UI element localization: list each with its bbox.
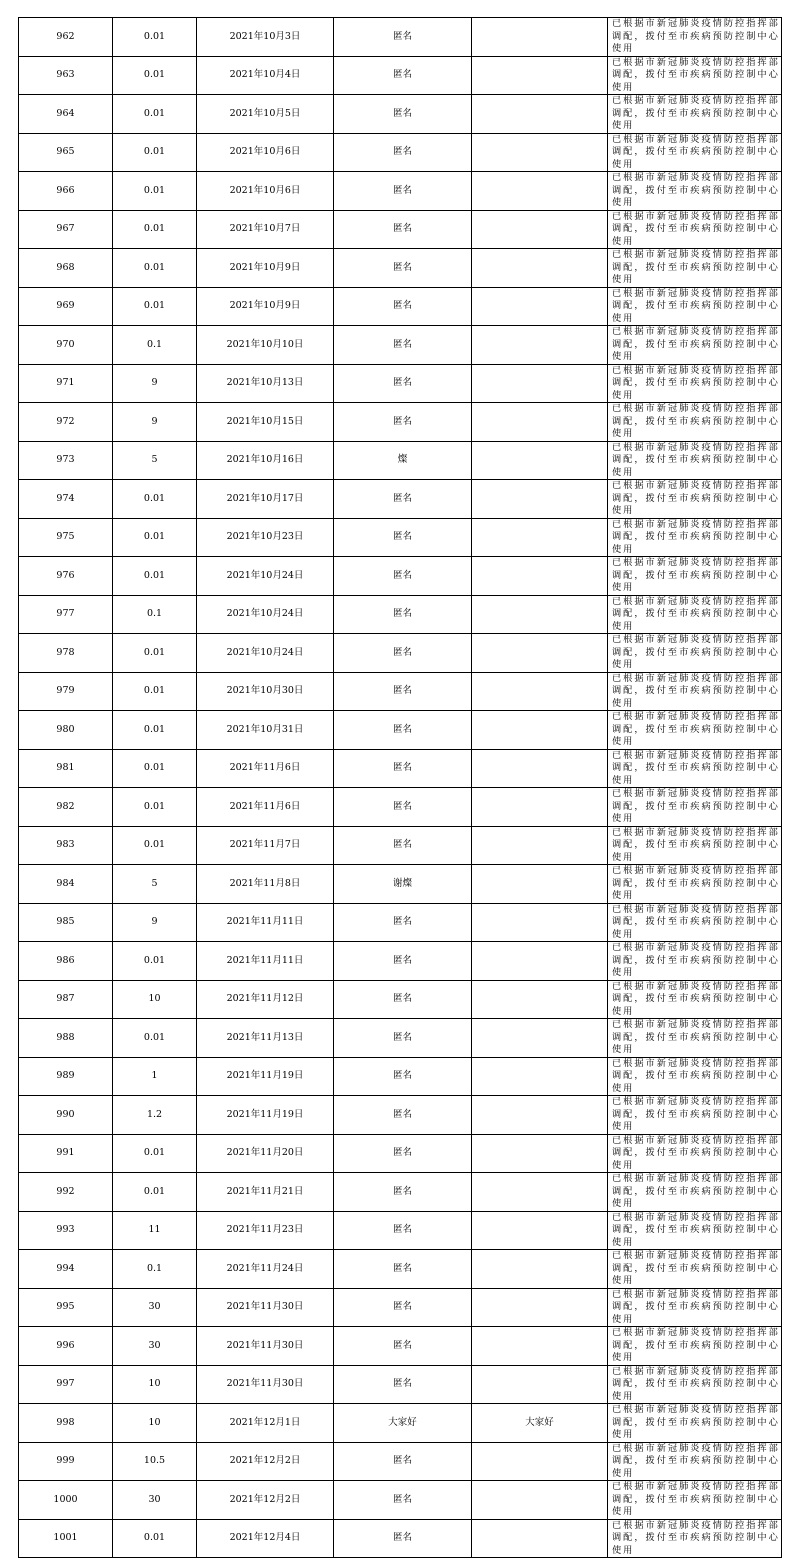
row-number-cell: 988 — [19, 1019, 113, 1058]
amount-cell: 30 — [113, 1327, 197, 1366]
remark-cell — [472, 518, 608, 557]
allocation-note-cell: 已根据市新冠肺炎疫情防控指挥部调配，拨付至市疾病预防控制中心使用 — [608, 942, 782, 981]
remark-cell — [472, 172, 608, 211]
donation-date-cell: 2021年12月2日 — [197, 1481, 334, 1520]
donation-date-cell: 2021年10月17日 — [197, 480, 334, 519]
donor-name-cell: 匿名 — [334, 634, 472, 673]
row-number-cell: 977 — [19, 595, 113, 634]
amount-cell: 0.1 — [113, 326, 197, 365]
allocation-note-cell: 已根据市新冠肺炎疫情防控指挥部调配，拨付至市疾病预防控制中心使用 — [608, 18, 782, 57]
donor-name-cell: 匿名 — [334, 518, 472, 557]
allocation-note-cell: 已根据市新冠肺炎疫情防控指挥部调配，拨付至市疾病预防控制中心使用 — [608, 1365, 782, 1404]
donor-name-cell: 匿名 — [334, 1481, 472, 1520]
table-row — [19, 364, 782, 403]
donor-name-cell: 匿名 — [334, 1057, 472, 1096]
donation-date-cell: 2021年10月3日 — [197, 18, 334, 57]
row-number-cell: 990 — [19, 1096, 113, 1135]
remark-cell — [472, 210, 608, 249]
donor-name-cell: 匿名 — [334, 133, 472, 172]
table-row — [19, 518, 782, 557]
row-number-cell: 964 — [19, 95, 113, 134]
allocation-note-cell: 已根据市新冠肺炎疫情防控指挥部调配，拨付至市疾病预防控制中心使用 — [608, 95, 782, 134]
donor-name-cell: 匿名 — [334, 1365, 472, 1404]
remark-cell — [472, 1134, 608, 1173]
allocation-note-cell: 已根据市新冠肺炎疫情防控指挥部调配，拨付至市疾病预防控制中心使用 — [608, 1327, 782, 1366]
table-row — [19, 1173, 782, 1212]
table-row — [19, 1519, 782, 1558]
amount-cell: 0.01 — [113, 249, 197, 288]
donation-date-cell: 2021年11月8日 — [197, 865, 334, 904]
allocation-note-cell: 已根据市新冠肺炎疫情防控指挥部调配，拨付至市疾病预防控制中心使用 — [608, 1173, 782, 1212]
row-number-cell: 967 — [19, 210, 113, 249]
donor-name-cell: 匿名 — [334, 480, 472, 519]
donor-name-cell: 匿名 — [334, 1019, 472, 1058]
table-row — [19, 1019, 782, 1058]
row-number-cell: 978 — [19, 634, 113, 673]
donation-date-cell: 2021年11月19日 — [197, 1057, 334, 1096]
allocation-note-cell: 已根据市新冠肺炎疫情防控指挥部调配，拨付至市疾病预防控制中心使用 — [608, 826, 782, 865]
allocation-note-cell: 已根据市新冠肺炎疫情防控指挥部调配，拨付至市疾病预防控制中心使用 — [608, 903, 782, 942]
donation-date-cell: 2021年11月11日 — [197, 903, 334, 942]
amount-cell: 9 — [113, 364, 197, 403]
table-row — [19, 1288, 782, 1327]
donor-name-cell: 匿名 — [334, 903, 472, 942]
table-row — [19, 557, 782, 596]
remark-cell — [472, 1057, 608, 1096]
donor-name-cell: 谢燦 — [334, 865, 472, 904]
donation-list-page — [18, 17, 781, 1558]
donor-name-cell: 匿名 — [334, 980, 472, 1019]
donor-name-cell: 匿名 — [334, 403, 472, 442]
donation-date-cell: 2021年10月30日 — [197, 672, 334, 711]
allocation-note-cell: 已根据市新冠肺炎疫情防控指挥部调配，拨付至市疾病预防控制中心使用 — [608, 788, 782, 827]
donation-date-cell: 2021年11月7日 — [197, 826, 334, 865]
remark-cell — [472, 1019, 608, 1058]
remark-cell — [472, 1365, 608, 1404]
row-number-cell: 995 — [19, 1288, 113, 1327]
allocation-note-cell: 已根据市新冠肺炎疫情防控指挥部调配，拨付至市疾病预防控制中心使用 — [608, 1019, 782, 1058]
remark-cell — [472, 749, 608, 788]
row-number-cell: 984 — [19, 865, 113, 904]
remark-cell — [472, 980, 608, 1019]
row-number-cell: 973 — [19, 441, 113, 480]
remark-cell: 大家好 — [472, 1404, 608, 1443]
allocation-note-cell: 已根据市新冠肺炎疫情防控指挥部调配，拨付至市疾病预防控制中心使用 — [608, 749, 782, 788]
table-row — [19, 865, 782, 904]
row-number-cell: 993 — [19, 1211, 113, 1250]
remark-cell — [472, 1096, 608, 1135]
allocation-note-cell: 已根据市新冠肺炎疫情防控指挥部调配，拨付至市疾病预防控制中心使用 — [608, 480, 782, 519]
remark-cell — [472, 942, 608, 981]
allocation-note-cell: 已根据市新冠肺炎疫情防控指挥部调配，拨付至市疾病预防控制中心使用 — [608, 634, 782, 673]
allocation-note-cell: 已根据市新冠肺炎疫情防控指挥部调配，拨付至市疾病预防控制中心使用 — [608, 1134, 782, 1173]
donor-name-cell: 匿名 — [334, 672, 472, 711]
donation-date-cell: 2021年10月7日 — [197, 210, 334, 249]
remark-cell — [472, 403, 608, 442]
donation-date-cell: 2021年11月24日 — [197, 1250, 334, 1289]
row-number-cell: 998 — [19, 1404, 113, 1443]
donation-date-cell: 2021年11月6日 — [197, 788, 334, 827]
amount-cell: 1 — [113, 1057, 197, 1096]
remark-cell — [472, 95, 608, 134]
table-row — [19, 172, 782, 211]
table-row — [19, 18, 782, 57]
table-row — [19, 942, 782, 981]
table-row — [19, 287, 782, 326]
allocation-note-cell: 已根据市新冠肺炎疫情防控指挥部调配，拨付至市疾病预防控制中心使用 — [608, 980, 782, 1019]
donor-name-cell: 匿名 — [334, 1288, 472, 1327]
row-number-cell: 976 — [19, 557, 113, 596]
amount-cell: 0.01 — [113, 133, 197, 172]
remark-cell — [472, 287, 608, 326]
amount-cell: 0.01 — [113, 826, 197, 865]
donor-name-cell: 匿名 — [334, 1173, 472, 1212]
amount-cell: 0.1 — [113, 595, 197, 634]
donor-name-cell: 匿名 — [334, 326, 472, 365]
table-row — [19, 441, 782, 480]
allocation-note-cell: 已根据市新冠肺炎疫情防控指挥部调配，拨付至市疾病预防控制中心使用 — [608, 441, 782, 480]
amount-cell: 30 — [113, 1481, 197, 1520]
donation-date-cell: 2021年10月16日 — [197, 441, 334, 480]
table-row — [19, 210, 782, 249]
row-number-cell: 969 — [19, 287, 113, 326]
amount-cell: 9 — [113, 903, 197, 942]
remark-cell — [472, 1173, 608, 1212]
row-number-cell: 963 — [19, 56, 113, 95]
donor-name-cell: 匿名 — [334, 56, 472, 95]
remark-cell — [472, 826, 608, 865]
amount-cell: 0.01 — [113, 634, 197, 673]
table-row — [19, 1250, 782, 1289]
row-number-cell: 996 — [19, 1327, 113, 1366]
remark-cell — [472, 480, 608, 519]
amount-cell: 0.01 — [113, 480, 197, 519]
donor-name-cell: 匿名 — [334, 1327, 472, 1366]
allocation-note-cell: 已根据市新冠肺炎疫情防控指挥部调配，拨付至市疾病预防控制中心使用 — [608, 326, 782, 365]
donor-name-cell: 匿名 — [334, 95, 472, 134]
donor-name-cell: 匿名 — [334, 595, 472, 634]
allocation-note-cell: 已根据市新冠肺炎疫情防控指挥部调配，拨付至市疾病预防控制中心使用 — [608, 172, 782, 211]
row-number-cell: 975 — [19, 518, 113, 557]
allocation-note-cell: 已根据市新冠肺炎疫情防控指挥部调配，拨付至市疾病预防控制中心使用 — [608, 56, 782, 95]
donation-date-cell: 2021年10月6日 — [197, 133, 334, 172]
table-row — [19, 95, 782, 134]
allocation-note-cell: 已根据市新冠肺炎疫情防控指挥部调配，拨付至市疾病预防控制中心使用 — [608, 1250, 782, 1289]
remark-cell — [472, 1211, 608, 1250]
table-row — [19, 1096, 782, 1135]
donation-date-cell: 2021年12月2日 — [197, 1442, 334, 1481]
table-row — [19, 1404, 782, 1443]
remark-cell — [472, 56, 608, 95]
row-number-cell: 965 — [19, 133, 113, 172]
donor-name-cell: 匿名 — [334, 249, 472, 288]
table-row — [19, 1134, 782, 1173]
donor-name-cell: 匿名 — [334, 1519, 472, 1558]
allocation-note-cell: 已根据市新冠肺炎疫情防控指挥部调配，拨付至市疾病预防控制中心使用 — [608, 672, 782, 711]
row-number-cell: 981 — [19, 749, 113, 788]
remark-cell — [472, 1481, 608, 1520]
amount-cell: 0.1 — [113, 1250, 197, 1289]
donation-date-cell: 2021年12月4日 — [197, 1519, 334, 1558]
amount-cell: 11 — [113, 1211, 197, 1250]
amount-cell: 10 — [113, 980, 197, 1019]
allocation-note-cell: 已根据市新冠肺炎疫情防控指挥部调配，拨付至市疾病预防控制中心使用 — [608, 865, 782, 904]
allocation-note-cell: 已根据市新冠肺炎疫情防控指挥部调配，拨付至市疾病预防控制中心使用 — [608, 403, 782, 442]
table-row — [19, 1057, 782, 1096]
remark-cell — [472, 865, 608, 904]
amount-cell: 0.01 — [113, 711, 197, 750]
table-row — [19, 480, 782, 519]
amount-cell: 9 — [113, 403, 197, 442]
table-row — [19, 1211, 782, 1250]
table-row — [19, 1327, 782, 1366]
donation-date-cell: 2021年12月1日 — [197, 1404, 334, 1443]
table-row — [19, 826, 782, 865]
amount-cell: 0.01 — [113, 210, 197, 249]
remark-cell — [472, 903, 608, 942]
allocation-note-cell: 已根据市新冠肺炎疫情防控指挥部调配，拨付至市疾病预防控制中心使用 — [608, 249, 782, 288]
allocation-note-cell: 已根据市新冠肺炎疫情防控指挥部调配，拨付至市疾病预防控制中心使用 — [608, 1404, 782, 1443]
donation-date-cell: 2021年10月15日 — [197, 403, 334, 442]
donation-table — [18, 17, 782, 1558]
donation-table-body — [19, 18, 782, 1558]
donation-date-cell: 2021年11月23日 — [197, 1211, 334, 1250]
donation-date-cell: 2021年10月31日 — [197, 711, 334, 750]
donor-name-cell: 匿名 — [334, 711, 472, 750]
donation-date-cell: 2021年10月5日 — [197, 95, 334, 134]
row-number-cell: 1001 — [19, 1519, 113, 1558]
table-row — [19, 403, 782, 442]
donation-date-cell: 2021年10月10日 — [197, 326, 334, 365]
donor-name-cell: 匿名 — [334, 942, 472, 981]
donor-name-cell: 匿名 — [334, 1442, 472, 1481]
allocation-note-cell: 已根据市新冠肺炎疫情防控指挥部调配，拨付至市疾病预防控制中心使用 — [608, 1442, 782, 1481]
donor-name-cell: 燦 — [334, 441, 472, 480]
allocation-note-cell: 已根据市新冠肺炎疫情防控指挥部调配，拨付至市疾病预防控制中心使用 — [608, 711, 782, 750]
allocation-note-cell: 已根据市新冠肺炎疫情防控指挥部调配，拨付至市疾病预防控制中心使用 — [608, 1096, 782, 1135]
donation-date-cell: 2021年11月30日 — [197, 1288, 334, 1327]
donation-date-cell: 2021年10月23日 — [197, 518, 334, 557]
donation-date-cell: 2021年11月19日 — [197, 1096, 334, 1135]
donor-name-cell: 匿名 — [334, 172, 472, 211]
donation-date-cell: 2021年11月20日 — [197, 1134, 334, 1173]
amount-cell: 10.5 — [113, 1442, 197, 1481]
donor-name-cell: 匿名 — [334, 210, 472, 249]
row-number-cell: 991 — [19, 1134, 113, 1173]
row-number-cell: 983 — [19, 826, 113, 865]
row-number-cell: 986 — [19, 942, 113, 981]
donor-name-cell: 匿名 — [334, 1096, 472, 1135]
donor-name-cell: 匿名 — [334, 749, 472, 788]
table-row — [19, 249, 782, 288]
allocation-note-cell: 已根据市新冠肺炎疫情防控指挥部调配，拨付至市疾病预防控制中心使用 — [608, 1211, 782, 1250]
donor-name-cell: 匿名 — [334, 18, 472, 57]
amount-cell: 0.01 — [113, 1173, 197, 1212]
amount-cell: 0.01 — [113, 942, 197, 981]
allocation-note-cell: 已根据市新冠肺炎疫情防控指挥部调配，拨付至市疾病预防控制中心使用 — [608, 364, 782, 403]
table-row — [19, 903, 782, 942]
allocation-note-cell: 已根据市新冠肺炎疫情防控指挥部调配，拨付至市疾病预防控制中心使用 — [608, 1288, 782, 1327]
donation-date-cell: 2021年11月13日 — [197, 1019, 334, 1058]
table-row — [19, 1481, 782, 1520]
remark-cell — [472, 672, 608, 711]
remark-cell — [472, 364, 608, 403]
row-number-cell: 974 — [19, 480, 113, 519]
amount-cell: 0.01 — [113, 172, 197, 211]
donation-date-cell: 2021年10月13日 — [197, 364, 334, 403]
table-row — [19, 595, 782, 634]
amount-cell: 5 — [113, 441, 197, 480]
allocation-note-cell: 已根据市新冠肺炎疫情防控指挥部调配，拨付至市疾病预防控制中心使用 — [608, 210, 782, 249]
amount-cell: 0.01 — [113, 518, 197, 557]
amount-cell: 0.01 — [113, 18, 197, 57]
table-row — [19, 749, 782, 788]
row-number-cell: 985 — [19, 903, 113, 942]
amount-cell: 0.01 — [113, 287, 197, 326]
allocation-note-cell: 已根据市新冠肺炎疫情防控指挥部调配，拨付至市疾病预防控制中心使用 — [608, 1057, 782, 1096]
allocation-note-cell: 已根据市新冠肺炎疫情防控指挥部调配，拨付至市疾病预防控制中心使用 — [608, 287, 782, 326]
row-number-cell: 980 — [19, 711, 113, 750]
remark-cell — [472, 1442, 608, 1481]
amount-cell: 0.01 — [113, 788, 197, 827]
allocation-note-cell: 已根据市新冠肺炎疫情防控指挥部调配，拨付至市疾病预防控制中心使用 — [608, 1481, 782, 1520]
remark-cell — [472, 557, 608, 596]
row-number-cell: 997 — [19, 1365, 113, 1404]
amount-cell: 30 — [113, 1288, 197, 1327]
amount-cell: 0.01 — [113, 56, 197, 95]
remark-cell — [472, 595, 608, 634]
donation-date-cell: 2021年11月6日 — [197, 749, 334, 788]
amount-cell: 0.01 — [113, 1019, 197, 1058]
remark-cell — [472, 1250, 608, 1289]
row-number-cell: 994 — [19, 1250, 113, 1289]
table-row — [19, 133, 782, 172]
table-row — [19, 672, 782, 711]
remark-cell — [472, 1519, 608, 1558]
donation-date-cell: 2021年10月9日 — [197, 287, 334, 326]
donation-date-cell: 2021年11月21日 — [197, 1173, 334, 1212]
donor-name-cell: 匿名 — [334, 1250, 472, 1289]
remark-cell — [472, 249, 608, 288]
donor-name-cell: 匿名 — [334, 826, 472, 865]
remark-cell — [472, 18, 608, 57]
allocation-note-cell: 已根据市新冠肺炎疫情防控指挥部调配，拨付至市疾病预防控制中心使用 — [608, 133, 782, 172]
donation-date-cell: 2021年11月30日 — [197, 1327, 334, 1366]
donor-name-cell: 匿名 — [334, 287, 472, 326]
row-number-cell: 999 — [19, 1442, 113, 1481]
amount-cell: 5 — [113, 865, 197, 904]
table-row — [19, 1442, 782, 1481]
remark-cell — [472, 1288, 608, 1327]
table-row — [19, 1365, 782, 1404]
donation-date-cell: 2021年10月9日 — [197, 249, 334, 288]
table-row — [19, 634, 782, 673]
table-row — [19, 980, 782, 1019]
remark-cell — [472, 711, 608, 750]
amount-cell: 0.01 — [113, 749, 197, 788]
row-number-cell: 987 — [19, 980, 113, 1019]
donation-date-cell: 2021年10月24日 — [197, 595, 334, 634]
amount-cell: 10 — [113, 1365, 197, 1404]
donor-name-cell: 匿名 — [334, 788, 472, 827]
row-number-cell: 970 — [19, 326, 113, 365]
remark-cell — [472, 441, 608, 480]
allocation-note-cell: 已根据市新冠肺炎疫情防控指挥部调配，拨付至市疾病预防控制中心使用 — [608, 518, 782, 557]
donor-name-cell: 匿名 — [334, 557, 472, 596]
donation-date-cell: 2021年10月6日 — [197, 172, 334, 211]
amount-cell: 0.01 — [113, 557, 197, 596]
amount-cell: 0.01 — [113, 95, 197, 134]
table-row — [19, 56, 782, 95]
allocation-note-cell: 已根据市新冠肺炎疫情防控指挥部调配，拨付至市疾病预防控制中心使用 — [608, 1519, 782, 1558]
row-number-cell: 1000 — [19, 1481, 113, 1520]
table-row — [19, 788, 782, 827]
allocation-note-cell: 已根据市新冠肺炎疫情防控指挥部调配，拨付至市疾病预防控制中心使用 — [608, 595, 782, 634]
donor-name-cell: 匿名 — [334, 1211, 472, 1250]
row-number-cell: 966 — [19, 172, 113, 211]
amount-cell: 10 — [113, 1404, 197, 1443]
donation-date-cell: 2021年10月4日 — [197, 56, 334, 95]
amount-cell: 0.01 — [113, 1134, 197, 1173]
allocation-note-cell: 已根据市新冠肺炎疫情防控指挥部调配，拨付至市疾病预防控制中心使用 — [608, 557, 782, 596]
amount-cell: 1.2 — [113, 1096, 197, 1135]
remark-cell — [472, 788, 608, 827]
remark-cell — [472, 634, 608, 673]
donor-name-cell: 匿名 — [334, 364, 472, 403]
remark-cell — [472, 326, 608, 365]
row-number-cell: 979 — [19, 672, 113, 711]
donation-date-cell: 2021年11月12日 — [197, 980, 334, 1019]
donor-name-cell: 大家好 — [334, 1404, 472, 1443]
row-number-cell: 982 — [19, 788, 113, 827]
row-number-cell: 962 — [19, 18, 113, 57]
row-number-cell: 989 — [19, 1057, 113, 1096]
row-number-cell: 992 — [19, 1173, 113, 1212]
donor-name-cell: 匿名 — [334, 1134, 472, 1173]
amount-cell: 0.01 — [113, 672, 197, 711]
row-number-cell: 968 — [19, 249, 113, 288]
row-number-cell: 971 — [19, 364, 113, 403]
table-row — [19, 326, 782, 365]
donation-date-cell: 2021年10月24日 — [197, 634, 334, 673]
donation-date-cell: 2021年11月30日 — [197, 1365, 334, 1404]
donation-date-cell: 2021年10月24日 — [197, 557, 334, 596]
amount-cell: 0.01 — [113, 1519, 197, 1558]
donation-date-cell: 2021年11月11日 — [197, 942, 334, 981]
remark-cell — [472, 133, 608, 172]
row-number-cell: 972 — [19, 403, 113, 442]
table-row — [19, 711, 782, 750]
remark-cell — [472, 1327, 608, 1366]
